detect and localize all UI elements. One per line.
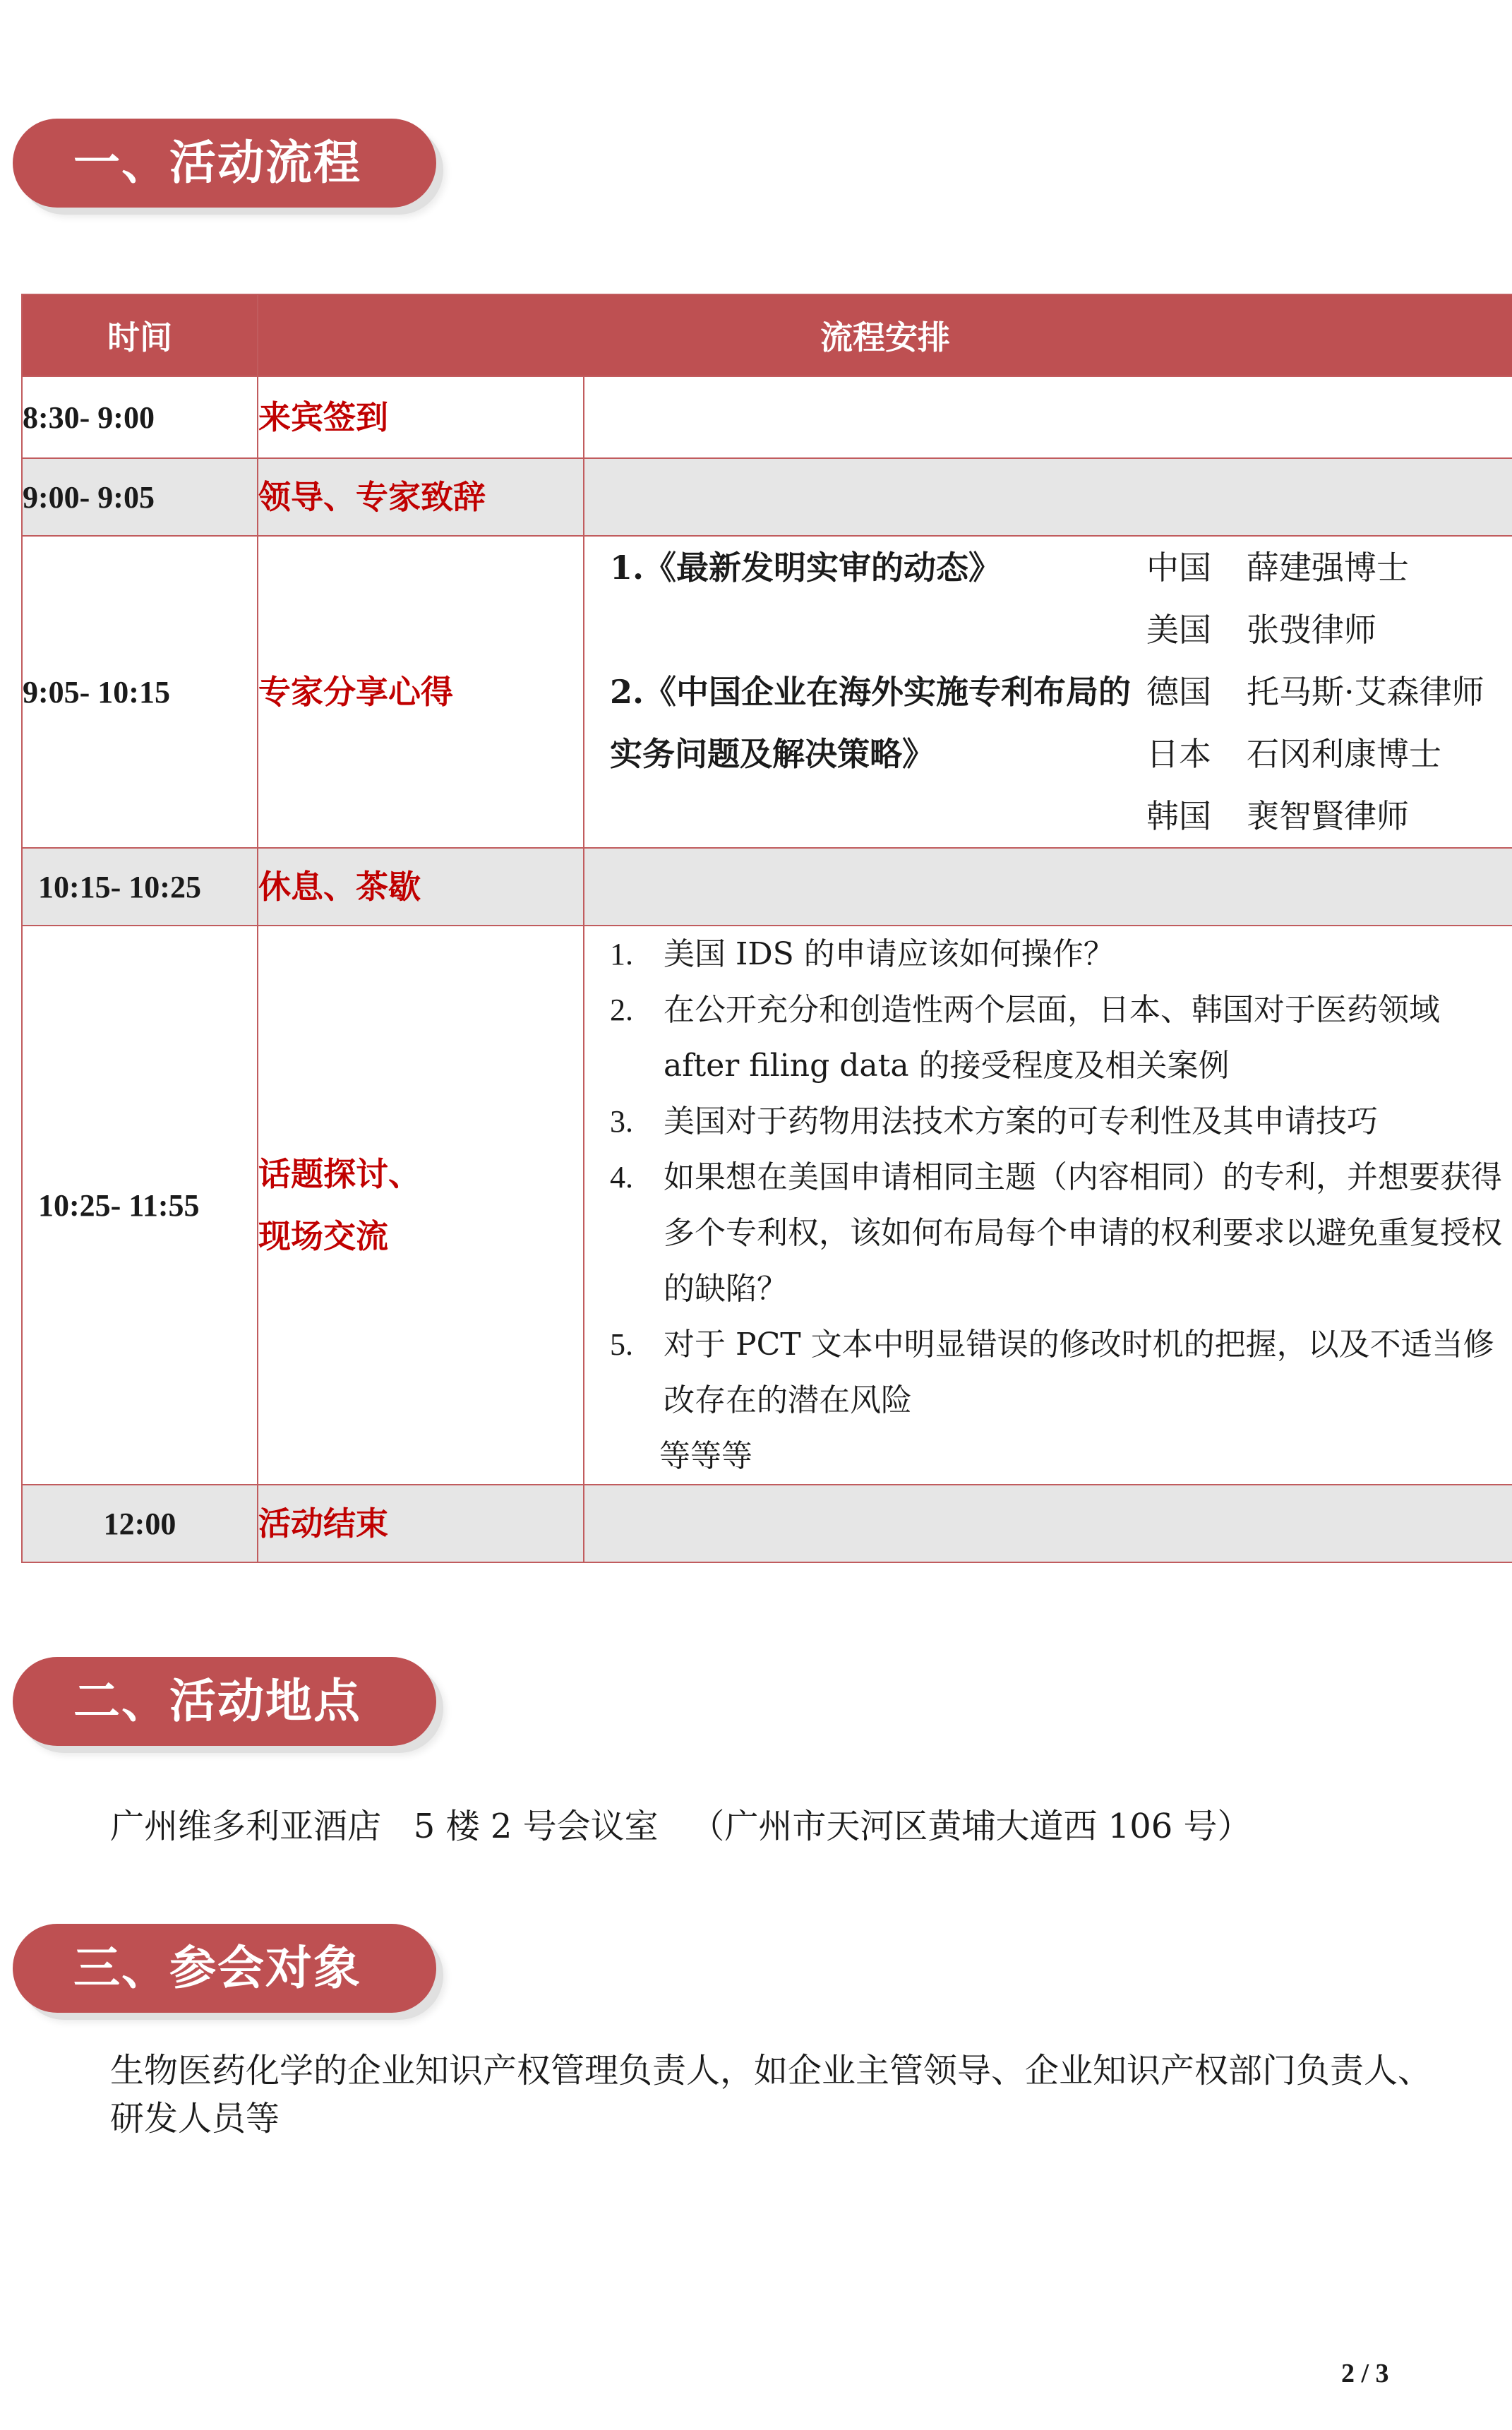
table-row xyxy=(22,848,1512,926)
list-etc: 等等等 xyxy=(659,1438,752,1474)
speaker-item: 韩国 裵智賢律师 xyxy=(1146,797,1409,835)
share-content xyxy=(584,536,1512,848)
table-header-row xyxy=(22,294,1512,376)
speaker-item: 日本 石冈利康博士 xyxy=(1146,735,1441,773)
table-row xyxy=(22,536,1512,848)
discussion-content xyxy=(584,926,1512,1485)
row-title: 来宾签到 xyxy=(258,376,584,458)
header-arrangement: 流程安排 xyxy=(258,294,1512,376)
row-time: 8:30- 9:00 xyxy=(22,376,258,458)
list-item: 2. 在公开充分和创造性两个层面，日本、韩国对于医药领域 after filing data 的接受程度及相关案例 xyxy=(610,992,1440,1084)
speaker-item: 中国 薛建强博士 xyxy=(1146,549,1409,587)
topic-2: 2.《中国企业在海外实施专利布局的实务问题及解决策略》 xyxy=(610,673,1132,773)
question-list xyxy=(584,926,1512,1484)
schedule-table xyxy=(21,294,1512,1563)
row-title: 活动结束 xyxy=(258,1485,584,1562)
table-row xyxy=(22,1485,1512,1562)
row-time: 9:00- 9:05 xyxy=(22,458,258,536)
speaker-list xyxy=(1146,537,1505,847)
row-title: 专家分享心得 xyxy=(258,536,584,848)
speaker-item: 德国 托马斯·艾森律师 xyxy=(1146,673,1484,711)
row-time: 10:25- 11:55 xyxy=(22,926,258,1485)
section-title-flow: 一、活动流程 xyxy=(13,119,436,208)
venue-text: 广州维多利亚酒店 5 楼 2 号会议室 （广州市天河区黄埔大道西 106 号） xyxy=(110,1807,1252,1846)
table-row xyxy=(22,458,1512,536)
page-number: 2 / 3 xyxy=(1341,2359,1389,2388)
list-item: 4. 如果想在美国申请相同主题（内容相同）的专利，并想要获得多个专利权，该如何布局每个申请的权利要求以避免重复授权的缺陷？ xyxy=(610,1159,1502,1307)
row-time: 10:15- 10:25 xyxy=(22,848,258,926)
row-title: 话题探讨、 现场交流 xyxy=(258,926,584,1485)
table-row xyxy=(22,376,1512,458)
list-item: 3. 美国对于药物用法技术方案的可专利性及其申请技巧 xyxy=(610,1103,1378,1139)
header-time: 时间 xyxy=(22,294,258,376)
section-title-audience: 三、参会对象 xyxy=(13,1924,436,2013)
row-title: 休息、茶歇 xyxy=(258,848,584,926)
list-item: 1. 美国 IDS 的申请应该如何操作？ xyxy=(610,936,1115,972)
table-row xyxy=(22,926,1512,1485)
row-title: 领导、专家致辞 xyxy=(258,458,584,536)
list-item: 5. 对于 PCT 文本中明显错误的修改时机的把握，以及不适当修改存在的潜在风险 xyxy=(610,1327,1494,1418)
row-time: 12:00 xyxy=(22,1485,258,1562)
topic-1: 1.《最新发明实审的动态》 xyxy=(610,549,1002,587)
row-time: 9:05- 10:15 xyxy=(22,536,258,848)
audience-text: 生物医药化学的企业知识产权管理负责人，如企业主管领导、企业知识产权部门负责人、研发人员等 xyxy=(110,2051,1432,2138)
section-title-location: 二、活动地点 xyxy=(13,1657,436,1746)
speaker-item: 美国 张弢律师 xyxy=(1146,611,1376,649)
